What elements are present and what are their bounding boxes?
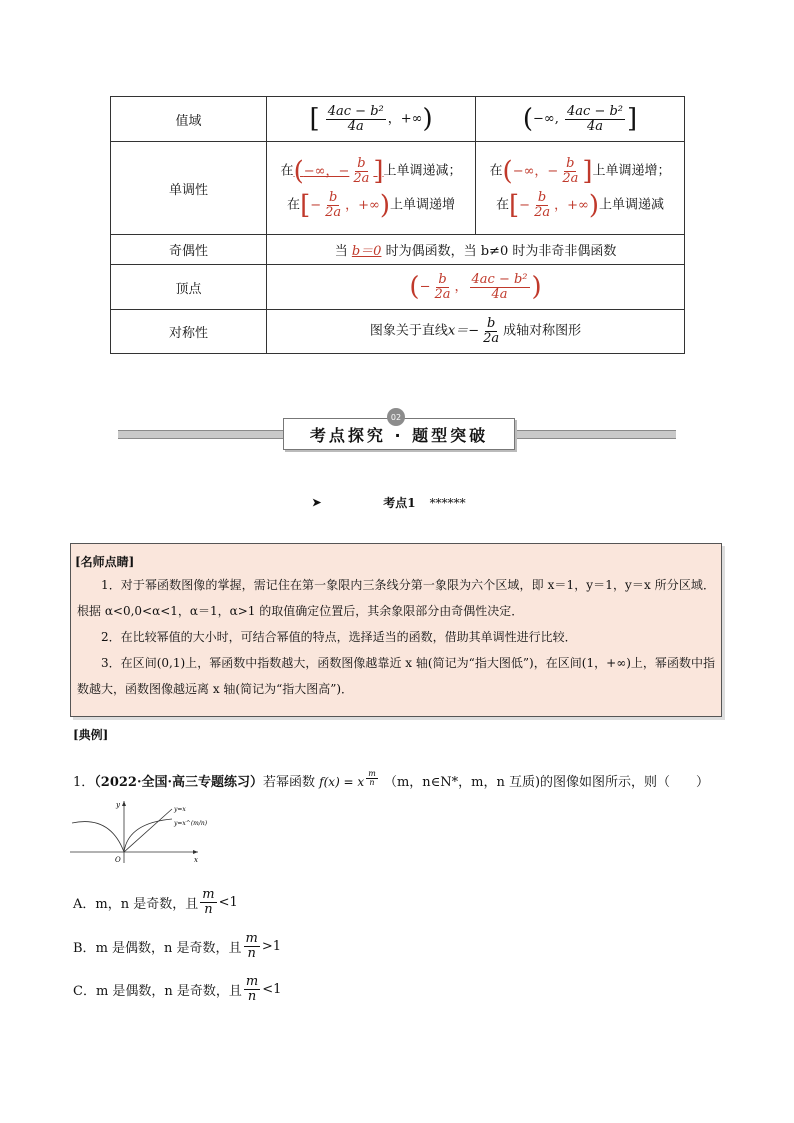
upper-bound: +∞ (400, 111, 423, 127)
topic-label: 考点1 (383, 496, 416, 510)
denominator: 2a (434, 286, 451, 302)
quadratic-properties-table (110, 96, 685, 354)
numerator: b (438, 271, 447, 287)
tips-title: [名师点睛] (75, 555, 135, 569)
origin-label: O (115, 856, 121, 864)
option-a[interactable] (73, 888, 238, 916)
line-label: y=x (174, 806, 186, 813)
section-number-badge: 02 (387, 408, 405, 426)
interval: (−∞，− $\frac{b}{2a}$ ] (293, 155, 384, 186)
topic-heading (312, 494, 466, 511)
paren-left: ( (522, 104, 534, 134)
numerator: b (357, 155, 366, 171)
table-row-parity (111, 235, 685, 265)
row-label: 顶点 (111, 265, 267, 310)
y-axis-arrow-icon (122, 801, 126, 806)
text: 图象关于直线 (369, 324, 448, 339)
fraction (244, 975, 260, 1003)
fraction (565, 105, 625, 133)
relation: <1 (262, 981, 282, 997)
denominator: 2a (562, 170, 579, 186)
numerator: m (368, 769, 376, 778)
bracket-left: [ (309, 104, 320, 134)
text: 在 (287, 197, 301, 213)
teacher-tips-box (70, 543, 722, 717)
interval-tail: ，+∞ (345, 197, 380, 213)
denominator: 2a (325, 204, 342, 220)
numerator: b (566, 155, 575, 171)
symmetry-cell (267, 310, 685, 354)
banner-rule-right (514, 430, 676, 439)
row-label: 单调性 (111, 142, 267, 235)
numerator: 4ac − b² (471, 271, 528, 287)
option-text: m 是偶数，n 是奇数，且 (95, 983, 242, 999)
vertex-cell: (− $\frac{b}{2a}$ ， $\frac{\text{4ac − b²}}{4a}$ ) (267, 265, 685, 310)
interval-head: − (310, 197, 322, 213)
denominator: 2a (534, 204, 551, 220)
text: 上单调递增 (390, 197, 456, 213)
numerator: b (537, 189, 547, 205)
monotonic-line (476, 156, 684, 186)
parity-condition: b＝0 (351, 244, 382, 259)
fraction (200, 888, 216, 916)
section-banner-title: 考点探究 · 题型突破 (283, 418, 515, 450)
table-row-monotonic (111, 142, 685, 235)
text: 当 (334, 244, 348, 259)
lower-bound: −∞, (533, 111, 559, 127)
numerator: m (245, 931, 258, 946)
interval-head: − (519, 197, 531, 213)
row-label: 值域 (111, 97, 267, 142)
power-function (319, 769, 380, 789)
paren-right: ) (422, 104, 433, 134)
monotonic-line (476, 190, 684, 220)
function-text: f(x) = x (319, 774, 365, 789)
topic-stars: ****** (429, 495, 466, 510)
interval-head: −∞，− (303, 163, 350, 179)
numerator: b (328, 189, 338, 205)
relation: <1 (218, 894, 238, 910)
text: 在 (496, 197, 510, 213)
fraction (326, 105, 386, 133)
text: 上单调递增； (592, 163, 671, 179)
power-curve-right (124, 819, 172, 852)
fraction (244, 932, 260, 960)
example-label: [典例] (73, 728, 109, 742)
parity-cell (267, 235, 685, 265)
range-a-positive: [ $\frac{\text{4ac − b²}}{4a}$ ，+∞) (267, 97, 476, 142)
axis-equation: x＝− (447, 324, 480, 339)
line-y-equals-x (124, 809, 172, 852)
numerator: 4ac − b² (567, 103, 624, 119)
numerator: 4ac − b² (327, 103, 384, 119)
monotonic-line (267, 190, 475, 220)
option-b[interactable] (73, 932, 281, 960)
text: 成轴对称图形 (503, 324, 582, 339)
denominator: n (369, 778, 375, 788)
curve-label: y=x^(m/n) (174, 820, 208, 827)
text: 上单调递减 (599, 197, 665, 213)
text: 在 (280, 163, 294, 179)
tip-paragraph: 1．对于幂函数图像的掌握，需记住在第一象限内三条线分第一象限为六个区域，即 x＝1，y＝1，y＝x 所分区域．根据 α<0,0<α<1，α＝1，α>1 的取值确定位置后，其余象限部分由奇偶性决定． (77, 578, 715, 618)
denominator: 2a (483, 331, 500, 346)
denominator: 4a (491, 286, 508, 302)
table-row-symmetry (111, 310, 685, 354)
interval: [− $\frac{b}{2a}$ ，+∞) (300, 189, 391, 220)
option-letter: B． (73, 940, 96, 956)
denominator: 4a (347, 118, 364, 134)
monotonic-line (267, 156, 475, 186)
option-text: m 是偶数，n 是奇数，且 (95, 940, 242, 956)
numerator: m (245, 974, 259, 989)
monotonic-a-negative (476, 142, 685, 235)
numerator: m (202, 887, 215, 902)
relation: >1 (261, 938, 282, 954)
interval-tail: ，+∞ (554, 197, 589, 213)
text: 若幂函数 (263, 774, 316, 790)
numerator: b (486, 316, 496, 332)
question-stem (73, 770, 709, 790)
option-text: m，n 是奇数，且 (95, 896, 199, 912)
interval-head: −∞，− (512, 163, 559, 179)
text: 上单调递减； (383, 163, 462, 179)
text: （m，n∈N*，m，n 互质)的图像如图所示，则（ ） (383, 774, 710, 790)
x-axis-arrow-icon (193, 850, 198, 854)
table-row-vertex (111, 265, 685, 310)
y-axis-label: y (116, 801, 120, 809)
row-label: 对称性 (111, 310, 267, 354)
text: 在 (489, 163, 503, 179)
question-source: （2022·全国·高三专题练习） (94, 774, 264, 790)
text: 时为偶函数，当 b≠0 时为非奇非偶函数 (385, 244, 617, 259)
minus-sign: − (419, 279, 431, 295)
option-c[interactable] (73, 975, 281, 1003)
bracket-right: ] (627, 104, 638, 134)
tip-paragraph: 3．在区间(0,1)上，幂函数中指数越大，函数图像越靠近 x 轴(简记为“指大图低”)，在区间(1，+∞)上，幂函数中指数越大，函数图像越远离 x 轴(简记为“指大图高”)． (77, 656, 715, 696)
denominator: 2a (353, 170, 370, 186)
monotonic-a-positive (267, 142, 476, 235)
denominator: 4a (587, 118, 604, 134)
table-row-range (111, 97, 685, 142)
interval: [− $\frac{b}{2a}$ ，+∞) (509, 189, 599, 220)
power-function-graph (70, 795, 210, 865)
interval: (−∞，− $\frac{b}{2a}$ ] (502, 155, 593, 186)
denominator: n (247, 988, 257, 1004)
denominator: n (204, 901, 213, 917)
x-axis-label: x (194, 856, 198, 864)
row-label: 奇偶性 (111, 235, 267, 265)
arrow-icon: ➤ (312, 496, 322, 509)
banner-rule-left (118, 430, 284, 439)
question-number: 1． (73, 774, 95, 790)
power-curve-left (72, 822, 124, 852)
option-letter: C． (73, 983, 96, 999)
tip-paragraph: 2．在比较幂值的大小时，可结合幂值的特点，选择适当的函数，借助其单调性进行比较． (101, 630, 577, 644)
denominator: n (247, 945, 256, 961)
range-a-negative (476, 97, 685, 142)
option-letter: A． (73, 896, 96, 912)
